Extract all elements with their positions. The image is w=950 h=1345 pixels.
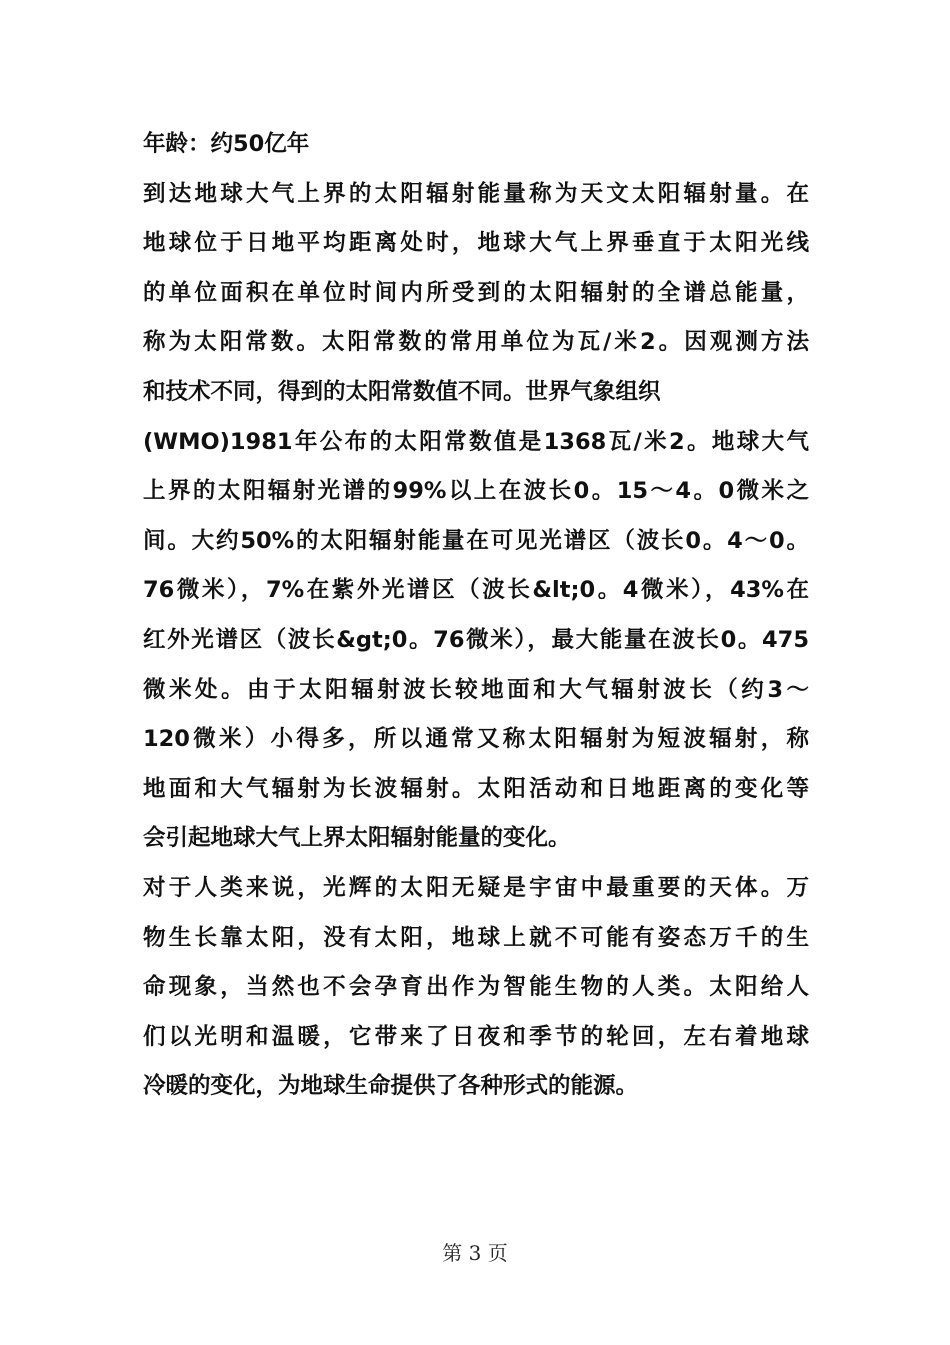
text-line: 和技术不同，得到的太阳常数值不同。世界气象组织	[143, 378, 661, 405]
text-line: 76微米），7%在紫外光谱区（波长&lt;0。4微米），43%在	[143, 577, 809, 604]
text-line: 冷暖的变化，为地球生命提供了各种形式的能源。	[143, 1073, 639, 1100]
text-line: 地球位于日地平均距离处时，地球大气上界垂直于太阳光线	[143, 230, 809, 257]
text-line: 到达地球大气上界的太阳辐射能量称为天文太阳辐射量。在	[143, 180, 809, 207]
text-line: (WMO)1981年公布的太阳常数值是1368瓦/米2。地球大气	[143, 428, 809, 455]
text-line: 上界的太阳辐射光谱的99%以上在波长0。15～4。0微米之	[143, 478, 809, 505]
text-line: 红外光谱区（波长&gt;0。76微米），最大能量在波长0。475	[143, 626, 809, 653]
text-line: 物生长靠太阳，没有太阳，地球上就不可能有姿态万千的生	[143, 924, 809, 951]
document-body	[143, 120, 809, 1112]
text-line: 对于人类来说，光辉的太阳无疑是宇宙中最重要的天体。万	[143, 874, 809, 901]
text-line: 命现象，当然也不会孕育出作为智能生物的人类。太阳给人	[143, 974, 809, 1001]
text-line: 微米处。由于太阳辐射波长较地面和大气辐射波长（约3～	[143, 676, 809, 703]
text-line: 间。大约50%的太阳辐射能量在可见光谱区（波长0。4～0。	[143, 527, 809, 554]
text-line: 地面和大气辐射为长波辐射。太阳活动和日地距离的变化等	[143, 775, 809, 802]
text-line: 会引起地球大气上界太阳辐射能量的变化。	[143, 825, 571, 852]
text-line: 们以光明和温暖，它带来了日夜和季节的轮回，左右着地球	[143, 1023, 809, 1050]
page-number: 第 3 页	[442, 1241, 508, 1265]
text-line: 称为太阳常数。太阳常数的常用单位为瓦/米2。因观测方法	[143, 329, 809, 356]
text-line: 的单位面积在单位时间内所受到的太阳辐射的全谱总能量，	[143, 279, 809, 306]
text-line-age: 年龄：约50亿年	[143, 131, 310, 157]
text-line: 120微米）小得多，所以通常又称太阳辐射为短波辐射，称	[143, 726, 809, 753]
